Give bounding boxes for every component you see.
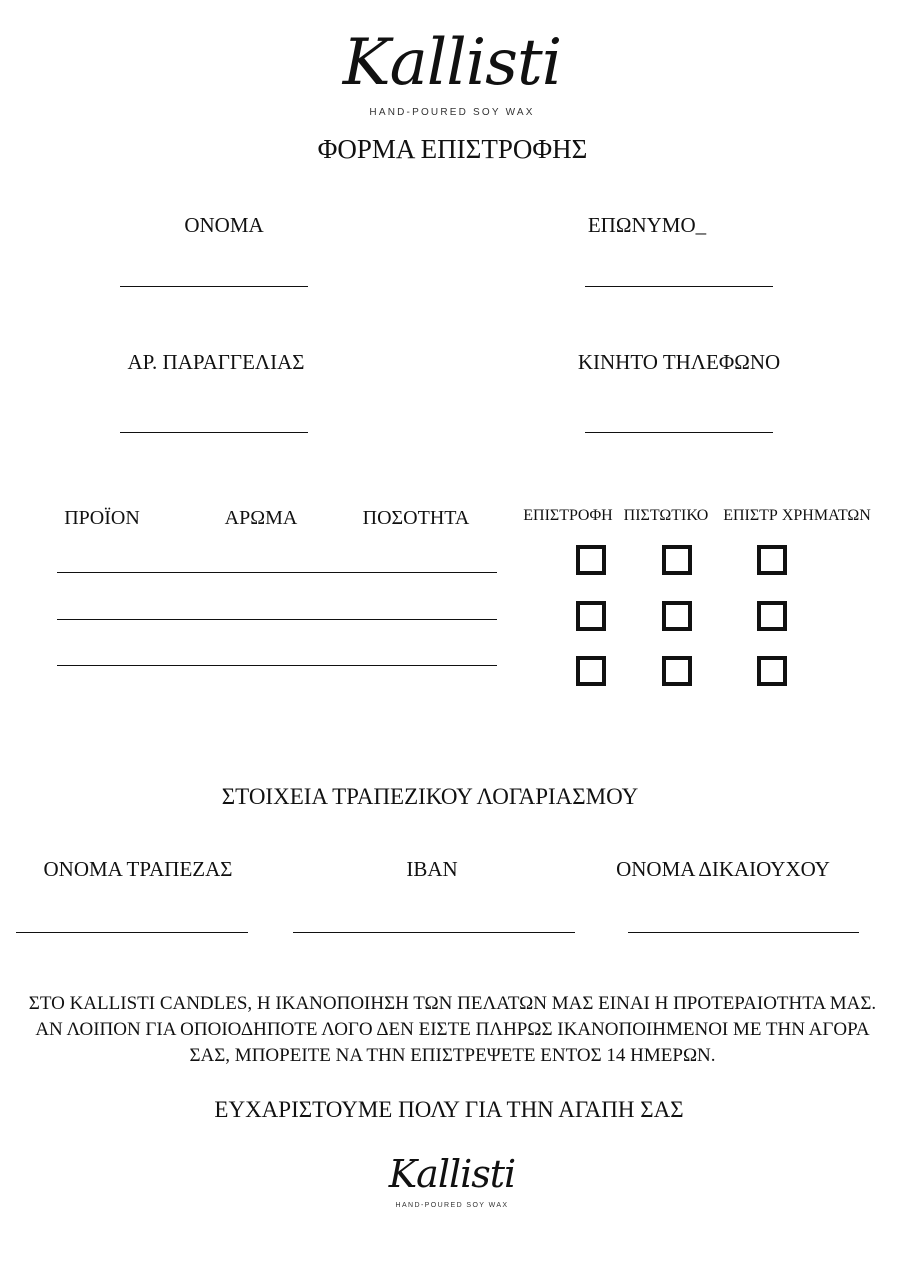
policy-line-3: ΣΑΣ, ΜΠΟΡΕΙΤΕ ΝΑ ΤΗΝ ΕΠΙΣΤΡΕΨΕΤΕ ΕΝΤΟΣ 14 ΗΜΕΡΩΝ. [189, 1045, 716, 1066]
bank-name-label: ΟΝΟΜΑ ΤΡΑΠΕΖΑΣ [43, 857, 233, 881]
credit-option-header: ΠΙΣΤΩΤΙΚΟ [623, 507, 709, 524]
item-row-line-3[interactable] [57, 665, 497, 666]
order-number-field[interactable] [120, 432, 308, 433]
last-name-label: ΕΠΩΝΥΜΟ_ [587, 213, 707, 237]
return-option-header: ΕΠΙΣΤΡΟΦΗ [523, 507, 613, 524]
item-row-line-1[interactable] [57, 572, 497, 573]
bottom-logo [352, 1148, 552, 1209]
logo-tagline: HAND-POURED SOY WAX [369, 107, 535, 118]
row-3-refund-checkbox[interactable] [757, 656, 787, 686]
beneficiary-field[interactable] [628, 932, 859, 933]
logo-script-text: Kallisti [342, 26, 562, 100]
mobile-field[interactable] [585, 432, 773, 433]
last-name-field[interactable] [585, 286, 773, 287]
row-1-return-checkbox[interactable] [576, 545, 606, 575]
row-2-return-checkbox[interactable] [576, 601, 606, 631]
mobile-label: ΚΙΝΗΤΟ ΤΗΛΕΦΩΝΟ [577, 350, 781, 374]
refund-option-header: ΕΠΙΣΤΡ ΧΡΗΜΑΤΩΝ [723, 507, 871, 524]
quantity-column-header: ΠΟΣΟΤΗΤΑ [362, 507, 470, 529]
row-1-refund-checkbox[interactable] [757, 545, 787, 575]
beneficiary-label: ΟΝΟΜΑ ΔΙΚΑΙΟΥΧΟΥ [616, 857, 830, 881]
bank-name-field[interactable] [16, 932, 248, 933]
bank-section-title: ΣΤΟΙΧΕΙΑ ΤΡΑΠΕΖΙΚΟΥ ΛΟΓΑΡΙΑΣΜΟΥ [221, 784, 639, 809]
scent-column-header: ΑΡΩΜΑ [224, 507, 298, 529]
bottom-logo-tagline: HAND-POURED SOY WAX [395, 1202, 509, 1209]
first-name-label: ΟΝΟΜΑ [184, 213, 264, 237]
row-3-return-checkbox[interactable] [576, 656, 606, 686]
iban-field[interactable] [293, 932, 575, 933]
return-policy-text [0, 991, 905, 1069]
item-row-line-2[interactable] [57, 619, 497, 620]
policy-line-1: ΣΤΟ KALLISTI CANDLES, Η ΙΚΑΝΟΠΟΙΗΣΗ ΤΩΝ ΠΕΛΑΤΩΝ ΜΑΣ ΕΙΝΑΙ Η ΠΡΟΤΕΡΑΙΟΤΗΤΑ ΜΑΣ. [28, 993, 877, 1014]
row-2-refund-checkbox[interactable] [757, 601, 787, 631]
form-title: ΦΟΡΜΑ ΕΠΙΣΤΡΟΦΗΣ [317, 134, 588, 164]
first-name-field[interactable] [120, 286, 308, 287]
row-3-credit-checkbox[interactable] [662, 656, 692, 686]
row-2-credit-checkbox[interactable] [662, 601, 692, 631]
top-logo [302, 22, 602, 118]
product-column-header: ΠΡΟΪΟΝ [64, 507, 140, 529]
policy-line-2: ΑΝ ΛΟΙΠΟΝ ΓΙΑ ΟΠΟΙΟΔΗΠΟΤΕ ΛΟΓΟ ΔΕΝ ΕΙΣΤΕ ΠΛΗΡΩΣ ΙΚΑΝΟΠΟΙΗΜΕΝΟΙ ΜΕ ΤΗΝ ΑΓΟΡΑ [35, 1019, 870, 1040]
bottom-logo-script-text: Kallisti [388, 1152, 516, 1196]
thank-you-message: ΕΥΧΑΡΙΣΤΟΥΜΕ ΠΟΛΥ ΓΙΑ ΤΗΝ ΑΓΑΠΗ ΣΑΣ [214, 1097, 684, 1122]
row-1-credit-checkbox[interactable] [662, 545, 692, 575]
iban-label: IBAN [406, 857, 458, 881]
order-number-label: ΑΡ. ΠΑΡΑΓΓΕΛΙΑΣ [127, 350, 305, 374]
